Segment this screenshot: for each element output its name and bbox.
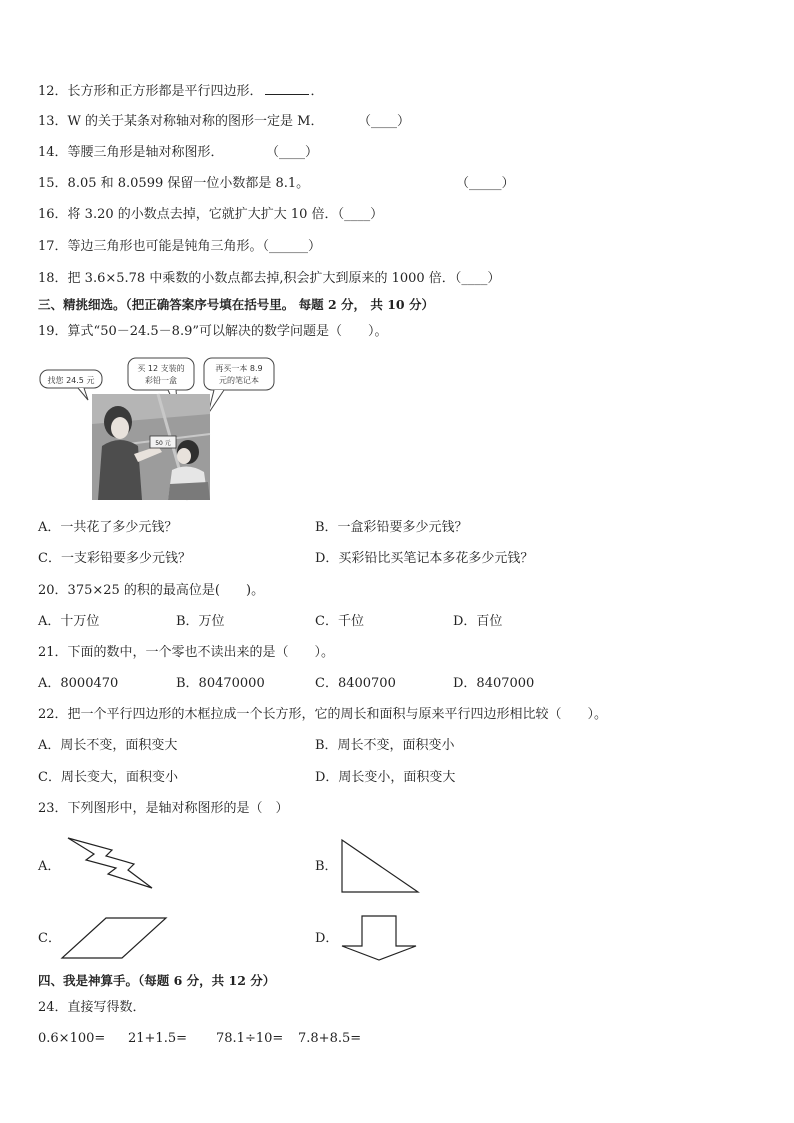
question-23-label-b[interactable]: B． (315, 859, 338, 874)
question-16-text: 16．将 3.20 的小数点去掉，它就扩大扩大 10 倍． (38, 207, 338, 222)
section-heading-calculation: 四、我是神算手。（每题 6 分，共 12 分） (38, 973, 276, 988)
question-22-text: 22．把一个平行四边形的木框拉成一个长方形，它的周长和面积与原来平行四边形相比较（ ）。 (38, 707, 608, 722)
bubble-text: 彩铅一盒 (145, 376, 177, 385)
question-23-text: 23．下列图形中，是轴对称图形的是（ ） (38, 801, 289, 816)
question-19-text: 19．算式“50－24.5－8.9”可以解决的数学问题是（ ）。 (38, 324, 388, 339)
bubble-text: 买 12 支装的 (137, 364, 185, 373)
question-21-option-a[interactable]: A．8000470 (38, 676, 119, 691)
answer-parentheses[interactable]: （______） (262, 239, 322, 254)
question-19-option-d[interactable]: D．买彩铅比买笔记本多花多少元钱？ (315, 551, 534, 566)
question-20-option-d[interactable]: D．百位 (453, 614, 503, 629)
question-20-text: 20．375×25 的积的最高位是( )。 (38, 583, 265, 598)
question-23-label-d[interactable]: D． (315, 931, 339, 946)
question-19-option-b[interactable]: B．一盒彩铅要多少元钱？ (315, 520, 468, 535)
bubble-text: 元的笔记本 (219, 376, 259, 385)
question-13-text: 13．W 的关于某条对称轴对称的图形一定是 M． (38, 114, 324, 129)
lightning-bolt-shape[interactable] (60, 834, 156, 892)
answer-parentheses[interactable]: （_____） (456, 176, 515, 191)
calc-item: 21+1.5= (128, 1031, 188, 1046)
question-14-text: 14．等腰三角形是轴对称图形． (38, 145, 224, 160)
section-heading-choice: 三、精挑细选。（把正确答案序号填在括号里。 每题 2 分， 共 10 分） (38, 297, 434, 312)
question-12 (38, 80, 324, 102)
question-18 (38, 269, 500, 289)
calc-item: 78.1÷10= (216, 1031, 284, 1046)
answer-blank[interactable] (265, 80, 309, 95)
question-22-option-d[interactable]: D．周长变小，面积变大 (315, 770, 456, 785)
bubble-text: 找您 24.5 元 (47, 376, 95, 385)
question-19-option-a[interactable]: A．一共花了多少元钱？ (38, 520, 178, 535)
calc-item: 7.8+8.5= (298, 1031, 362, 1046)
answer-parentheses[interactable]: （____） (266, 145, 319, 160)
question-12-period: ． (310, 84, 324, 99)
question-22-option-a[interactable]: A．周长不变，面积变大 (38, 738, 178, 753)
question-16 (38, 205, 383, 225)
question-15 (38, 174, 515, 194)
question-17-text: 17．等边三角形也可能是钝角三角形。 (38, 239, 263, 254)
question-22-option-c[interactable]: C．周长变大，面积变小 (38, 770, 178, 785)
question-20-option-b[interactable]: B．万位 (176, 614, 225, 629)
question-24-text: 24．直接写得数． (38, 1000, 146, 1015)
question-19-illustration (38, 354, 288, 502)
speech-bubble-notebook (204, 358, 274, 414)
question-20-option-a[interactable]: A．十万位 (38, 614, 100, 629)
bubble-text: 再买一本 8.9 (215, 364, 263, 373)
parallelogram-shape[interactable] (60, 914, 170, 962)
question-22-option-b[interactable]: B．周长不变，面积变小 (315, 738, 455, 753)
question-14 (38, 143, 319, 163)
question-18-text: 18．把 3.6×5.78 中乘数的小数点都去掉,积会扩大到原来的 1000 倍． (38, 271, 455, 286)
down-arrow-shape[interactable] (338, 912, 420, 964)
question-21-text: 21．下面的数中，一个零也不读出来的是（ ）。 (38, 645, 335, 660)
answer-parentheses[interactable]: （____） (454, 271, 501, 286)
question-23-label-a[interactable]: A． (38, 859, 61, 874)
question-15-text: 15．8.05 和 8.0599 保留一位小数都是 8.1。 (38, 176, 310, 191)
banknote-text: 50 元 (155, 440, 171, 447)
calc-item: 0.6×100= (38, 1031, 106, 1046)
question-20-option-c[interactable]: C．千位 (315, 614, 364, 629)
question-19-option-c[interactable]: C．一支彩铅要多少元钱？ (38, 551, 191, 566)
question-21-option-d[interactable]: D．8407000 (453, 676, 535, 691)
question-21-option-b[interactable]: B．80470000 (176, 676, 265, 691)
answer-parentheses[interactable]: （____） (358, 114, 411, 129)
answer-parentheses[interactable]: （____） (337, 207, 384, 222)
question-21-option-c[interactable]: C．8400700 (315, 676, 396, 691)
question-23-label-c[interactable]: C． (38, 931, 61, 946)
question-12-text: 12．长方形和正方形都是平行四边形． (38, 84, 263, 99)
question-17 (38, 237, 321, 257)
question-13 (38, 112, 411, 132)
right-triangle-shape[interactable] (338, 836, 422, 896)
